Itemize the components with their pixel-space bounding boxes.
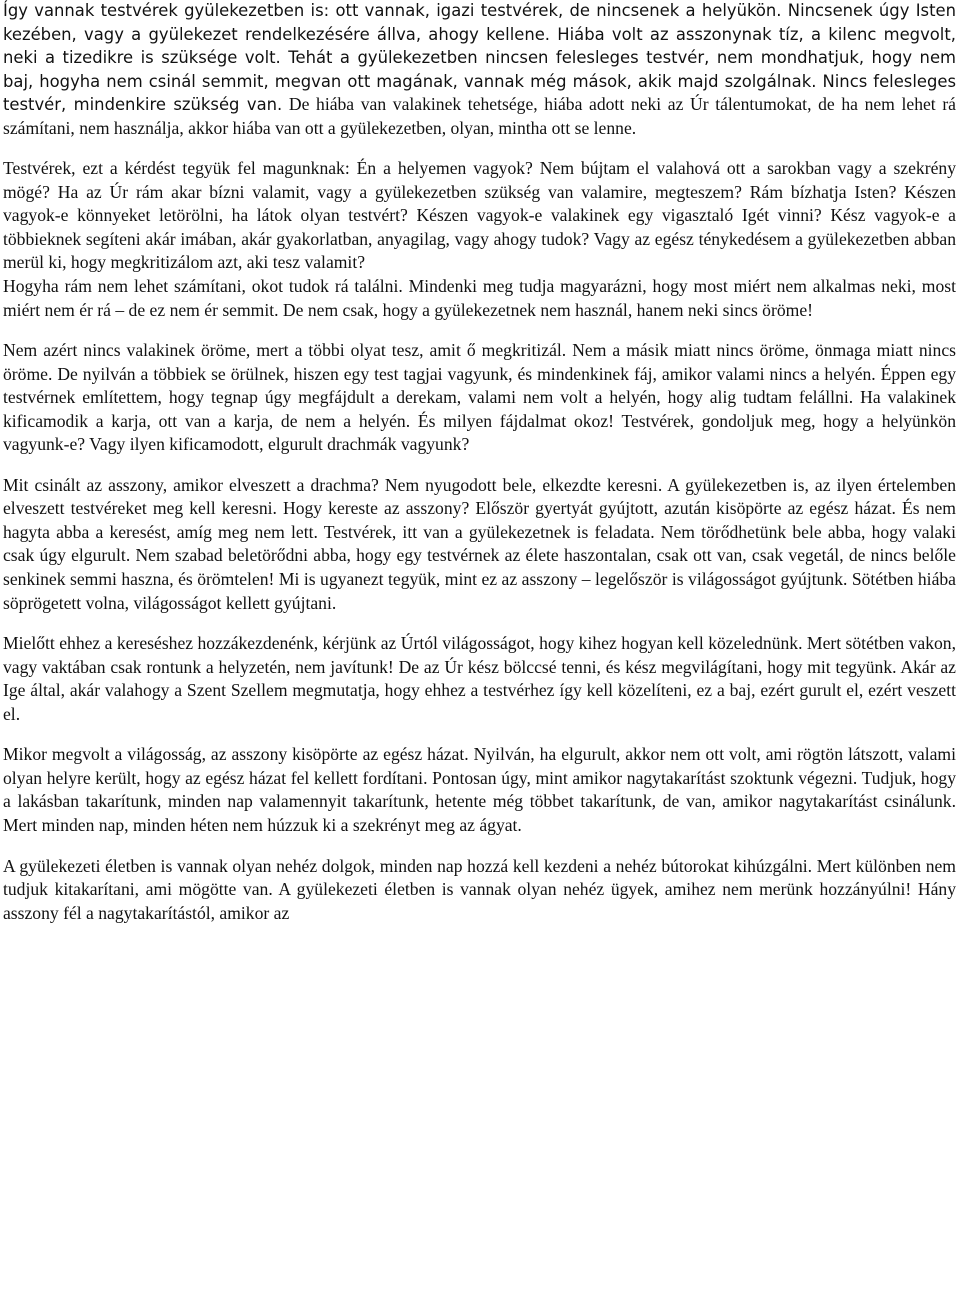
paragraph-8 bbox=[3, 855, 956, 926]
document-page bbox=[3, 0, 956, 925]
paragraph-6 bbox=[3, 632, 956, 726]
paragraph-4 bbox=[3, 339, 956, 457]
paragraph-5-span-1: Mit csinált az asszony, amikor elveszett a drachma? Nem nyugodott bele, elkezdte keresni. A gyülekezetben is, az ilyen értelemben elveszett testvéreket meg kell keresni. Hogy kereste az asszony? Először gyertyát gyújtott, azután kisöpörte az egész házat. És nem hagyta abba a keresést, amíg meg nem lett. Testvérek, itt van a gyülekezetnek is feladata. Nem törődhetünk bele abba, hogy valaki csak úgy elgurult. Nem szabad beletörődni abba, hogy egy testvérnek az élete haszontalan, csak ott van, csak vegetál, de nincs belőle senkinek semmi haszna, és örömtelen! Mi is ugyanezt tegyük, mint ez az asszony – legelőször is világosságot gyújtunk. Sötétben hiába söprögetett volna, világosságot kellett gyújtani. bbox=[3, 474, 956, 613]
paragraph-2 bbox=[3, 157, 956, 275]
paragraph-7-span-1: Mikor megvolt a világosság, az asszony kisöpörte az egész házat. Nyilván, ha elgurult, akkor nem ott volt, ami rögtön látszott, valami olyan helyre került, hogy az egész házat fel kellett fordítani. Pontosan úgy, mint amikor nagytakarítást szoktunk végezni. Tudjuk, hogy a lakásban takarítunk, minden nap valamennyit takarítunk, hetente még többet takarítunk, de van, amikor nagytakarítást csinálunk. Mert minden nap, minden héten nem húzzuk ki a szekrényt meg az ágyat. bbox=[3, 744, 956, 835]
paragraph-3 bbox=[3, 275, 956, 322]
paragraph-8-span-1: A gyülekezeti életben is vannak olyan nehéz dolgok, minden nap hozzá kell kezdeni a nehéz bútorokat kihúzgálni. Mert különben nem tudjuk kitakarítani, ami mögötte van. A gyülekezeti életben is vannak olyan nehéz ügyek, amihez nem merünk hozzányúlni! Hány asszony fél a nagytakarítástól, amikor az bbox=[3, 855, 956, 923]
paragraph-2-span-1: Testvérek, ezt a kérdést tegyük fel magunknak: Én a helyemen vagyok? Nem bújtam el valahová ott a sarokban vagy a szekrény mögé? Ha az Úr rám akar bízni valamit, vagy a gyülekezetben szükség van valamire, megteszem? Rám bízhatja Isten? Készen vagyok-e könnyeket letörölni, ha látok olyan testvért? Készen vagyok-e valakinek egy vigasztaló Igét vinni? Kész vagyok-e a többieknek segíteni akár imában, akár gyakorlatban, anyagilag, vagy ahogy tudok? Vagy az egész ténykedésem a gyülekezetben abban merül ki, hogy megkritizálom azt, aki tesz valamit? bbox=[3, 158, 956, 273]
paragraph-6-span-1: Mielőtt ehhez a kereséshez hozzákezdenénk, kérjünk az Úrtól világosságot, hogy kihez hogyan kell közelednünk. Mert sötétben vakon, vagy vaktában csak rontunk a helyzetén, nem javítunk! De az Úr kész bölccsé tenni, és kész megvilágítani, hogy mit tegyünk. Akár az Ige által, akár valahogy a Szent Szellem megmutatja, hogy ehhez a testvérhez így kell közelíteni, ez a baj, ezért gurult el, ezért veszett el. bbox=[3, 633, 956, 724]
paragraph-1-span-3: De hiába van valakinek tehetsége, hiába adott neki az Úr tálentumokat, de ha nem lehet rá számítani, nem használja, akkor hiába van ott a gyülekezetben, olyan, mintha ott se lenne. bbox=[3, 94, 956, 138]
paragraph-7 bbox=[3, 743, 956, 837]
paragraph-1 bbox=[3, 0, 956, 140]
paragraph-1-span-1: Így vannak testvérek gyülekezetben is: ott vannak, igazi testvérek, de nincsenek a helyükön. Nincsenek úgy Isten kezében, vagy a gyülekezet rendelkezésére állva, ahogy kellene. Hiába volt az asszonynak tíz, a kilenc megvolt, neki a tizedikre is szüksége volt. bbox=[3, 1, 956, 68]
paragraph-1-span-2: Tehát a gyülekezetben nincsen felesleges testvér, nem mondhatjuk, hogy nem baj, hogyha nem csinál semmit, megvan ott magának, vannak még mások, akik majd szolgálnak. Nincs felesleges testvér, mindenkire szükség van. bbox=[3, 48, 956, 115]
paragraph-5 bbox=[3, 474, 956, 615]
paragraph-4-span-1: Nem azért nincs valakinek öröme, mert a többi olyat tesz, amit ő megkritizál. Nem a másik miatt nincs öröme, önmaga miatt nincs öröme. De nyilván a többiek se örülnek, hiszen egy test tagjai vagyunk, és mindenkinek fáj, amikor valami nincs a helyén. Éppen egy testvérnek említettem, hogy tegnap úgy megfájdult a derekam, valami nem volt a helyén, hogy alig tudtam felállni. Ha valakinek kificamodik a karja, ott van a karja, de nem a helyén. És milyen fájdalmat okoz! Testvérek, gondoljuk meg, hogy a helyünkön vagyunk-e? Vagy ilyen kificamodott, elgurult drachmák vagyunk? bbox=[3, 340, 956, 455]
paragraph-3-span-1: Hogyha rám nem lehet számítani, okot tudok rá találni. Mindenki meg tudja magyarázni, hogy most miért nem alkalmas neki, most miért nem ér rá – de ez nem ér semmit. De nem csak, hogy a gyülekezetnek nem használ, hanem neki sincs öröme! bbox=[3, 276, 956, 320]
